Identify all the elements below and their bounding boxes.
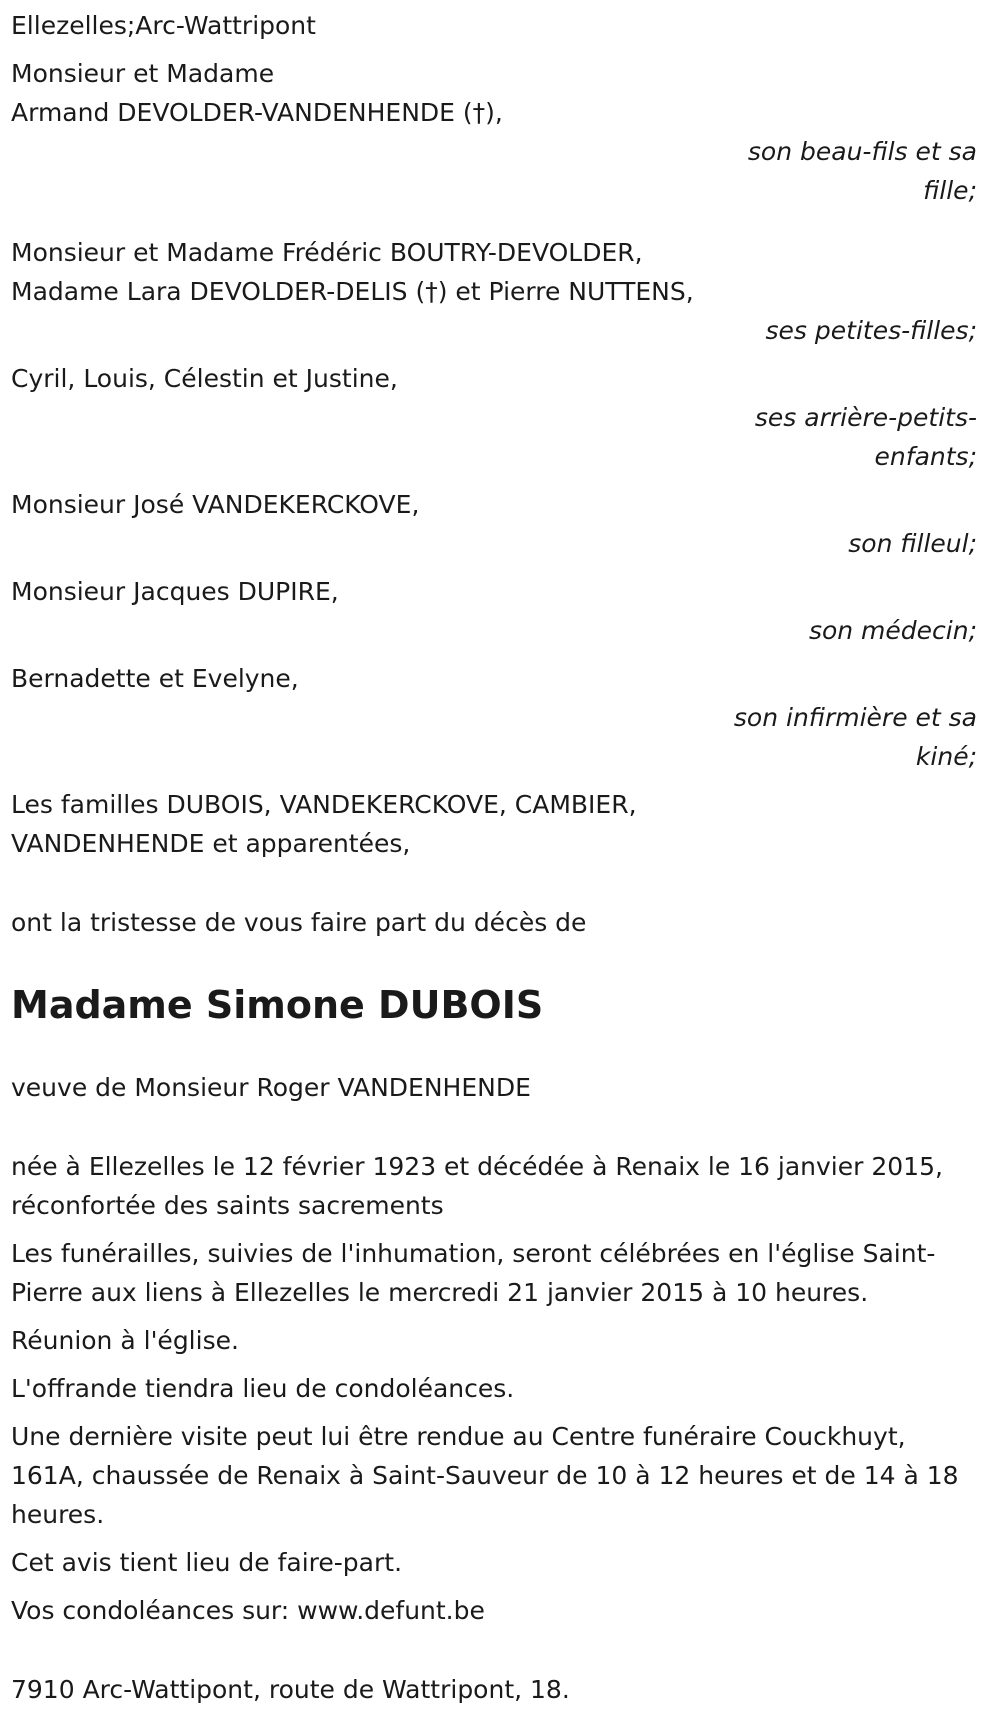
family-group-5 [11, 572, 977, 650]
family-line: Monsieur et Madame Frédéric BOUTRY-DEVOLDER, [11, 238, 643, 267]
family-line: Monsieur et Madame [11, 59, 275, 88]
family-group-2 [11, 233, 977, 350]
birth-death-line: née à Ellezelles le 12 février 1923 et décédée à Renaix le 16 janvier 2015, [11, 1152, 943, 1181]
family-line: Cyril, Louis, Célestin et Justine, [11, 364, 398, 393]
family-relation: son filleul; [848, 529, 977, 558]
family-group-1 [11, 54, 977, 210]
family-group-3 [11, 359, 977, 476]
family-line: Madame Lara DEVOLDER-DELIS (†) et Pierre NUTTENS, [11, 277, 694, 306]
other-families-line: VANDENHENDE et apparentées, [11, 829, 411, 858]
birth-death-line: réconfortée des saints sacrements [11, 1191, 444, 1220]
condolences-info: Vos condoléances sur: www.defunt.be [11, 1596, 485, 1625]
offering-info: L'offrande tiendra lieu de condoléances. [11, 1374, 515, 1403]
funeral-info: Les funérailles, suivies de l'inhumation, seront célébrées en l'église Saint-Pierre aux liens à Ellezelles le mercredi 21 janvier 2015 à 10 heures. [11, 1239, 936, 1307]
widow-of: veuve de Monsieur Roger VANDENHENDE [11, 1073, 531, 1102]
family-line: Bernadette et Evelyne, [11, 664, 299, 693]
family-line: Monsieur Jacques DUPIRE, [11, 577, 339, 606]
family-line: Monsieur José VANDEKERCKOVE, [11, 490, 420, 519]
family-group-6 [11, 659, 977, 776]
family-line: Armand DEVOLDER-VANDENHENDE (†), [11, 98, 503, 127]
other-families [11, 785, 977, 863]
visit-info: Une dernière visite peut lui être rendue au Centre funéraire Couckhuyt, 161A, chaussée de Renaix à Saint-Sauveur de 10 à 12 heures et de 14 à 18 heures. [11, 1422, 959, 1529]
family-relation: ses arrière-petits-enfants; [754, 403, 977, 471]
family-relation: son médecin; [808, 616, 977, 645]
other-families-line: Les familles DUBOIS, VANDEKERCKOVE, CAMBIER, [11, 790, 637, 819]
birth-death-info [11, 1147, 977, 1225]
obituary-notice [11, 6, 977, 1709]
deceased-name: Madame Simone DUBOIS [11, 983, 544, 1027]
family-relation: son infirmière et sa kiné; [733, 703, 977, 771]
notice-info: Cet avis tient lieu de faire-part. [11, 1548, 403, 1577]
location-header: Ellezelles;Arc-Wattripont [11, 11, 316, 40]
family-group-4 [11, 485, 977, 563]
family-relation: son beau-fils et sa fille; [747, 137, 977, 205]
address: 7910 Arc-Wattipont, route de Wattripont, 18. [11, 1675, 570, 1704]
family-relation: ses petites-filles; [765, 316, 977, 345]
announcement-text: ont la tristesse de vous faire part du décès de [11, 908, 587, 937]
meeting-info: Réunion à l'église. [11, 1326, 239, 1355]
